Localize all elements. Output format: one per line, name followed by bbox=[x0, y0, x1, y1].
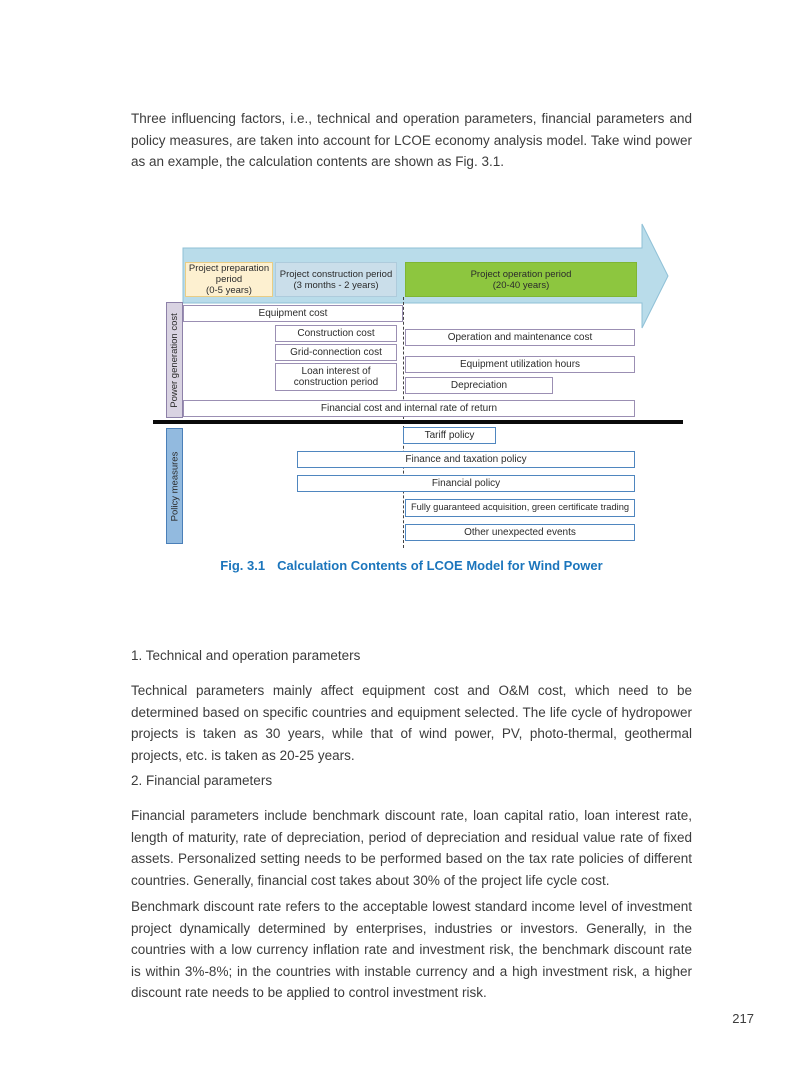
intro-paragraph: Three influencing factors, i.e., technical and operation parameters, financial parameters and policy measures, are taken into account for LCOE economy analysis model. Take wind power as an example, the calculation contents are shown as Fig. 3.1. bbox=[131, 111, 692, 170]
period-construction-label: Project construction period bbox=[279, 268, 393, 280]
figure-caption-label: Fig. 3.1 bbox=[220, 558, 266, 573]
section-heading-technical: 1. Technical and operation parameters bbox=[131, 648, 361, 663]
policy-box-guaranteed-acquisition: Fully guaranteed acquisition, green certificate trading bbox=[405, 499, 635, 517]
period-box-construction bbox=[275, 262, 397, 297]
page-number: 217 bbox=[732, 1011, 754, 1026]
figure-lcoe-diagram bbox=[150, 218, 690, 553]
cost-box-equipment-utilization: Equipment utilization hours bbox=[405, 356, 635, 373]
cost-box-construction: Construction cost bbox=[275, 325, 397, 342]
figure-caption-title: Calculation Contents of LCOE Model for Wind Power bbox=[277, 558, 603, 573]
section2-paragraph-1: Financial parameters include benchmark discount rate, loan capital ratio, loan interest rate, length of maturity, rate of depreciation, period of depreciation and residual value rate of fixed assets. Personalized setting needs to be performed based on the tax rate policies of different countries. Generally, financial cost takes about 30% of the project life cycle cost. bbox=[131, 808, 692, 888]
section1-paragraph: Technical parameters mainly affect equipment cost and O&M cost, which need to be determined based on specific countries and equipment selected. The life cycle of hydropower projects is taken as 30 years, while that of wind power, PV, photo-thermal, geothermal projects, etc. is taken as 20-25 years. bbox=[131, 683, 692, 763]
period-box-preparation bbox=[185, 262, 273, 297]
policy-box-tariff: Tariff policy bbox=[403, 427, 496, 444]
cost-box-depreciation: Depreciation bbox=[405, 377, 553, 394]
cost-box-financial-cost: Financial cost and internal rate of return bbox=[183, 400, 635, 417]
policy-box-other-events: Other unexpected events bbox=[405, 524, 635, 541]
cost-box-grid-connection: Grid-connection cost bbox=[275, 344, 397, 361]
cost-box-loan-interest: Loan interest of construction period bbox=[275, 363, 397, 391]
period-preparation-label: Project preparation period bbox=[188, 263, 270, 285]
period-operation-label: Project operation period bbox=[470, 268, 572, 280]
cost-policy-separator-line bbox=[153, 420, 683, 424]
policy-box-financial: Financial policy bbox=[297, 475, 635, 492]
power-generation-cost-text: Power generation cost bbox=[169, 312, 180, 408]
period-preparation-sub: (0-5 years) bbox=[206, 285, 252, 296]
cost-box-operation-maintenance: Operation and maintenance cost bbox=[405, 329, 635, 346]
cost-box-equipment: Equipment cost bbox=[183, 305, 403, 322]
row-label-power-generation-cost bbox=[166, 302, 183, 418]
period-box-operation bbox=[405, 262, 637, 297]
policy-measures-text: Policy measures bbox=[169, 451, 181, 521]
period-operation-sub: (20-40 years) bbox=[492, 279, 550, 291]
policy-box-finance-taxation: Finance and taxation policy bbox=[297, 451, 635, 468]
section-heading-financial: 2. Financial parameters bbox=[131, 773, 273, 788]
period-construction-sub: (3 months - 2 years) bbox=[293, 279, 379, 291]
row-label-policy-measures bbox=[166, 428, 183, 544]
section2-paragraph-2: Benchmark discount rate refers to the acceptable lowest standard income level of investment project dynamically determined by enterprises, industries or investors. Generally, in the countries with a low currency inflation rate and investment risk, the benchmark discount rate is within 3%-8%; in the countries with instable currency and a high investment risk, a higher discount rate needs to be applied to control investment risk. bbox=[131, 899, 692, 1001]
figure-caption bbox=[131, 558, 692, 573]
